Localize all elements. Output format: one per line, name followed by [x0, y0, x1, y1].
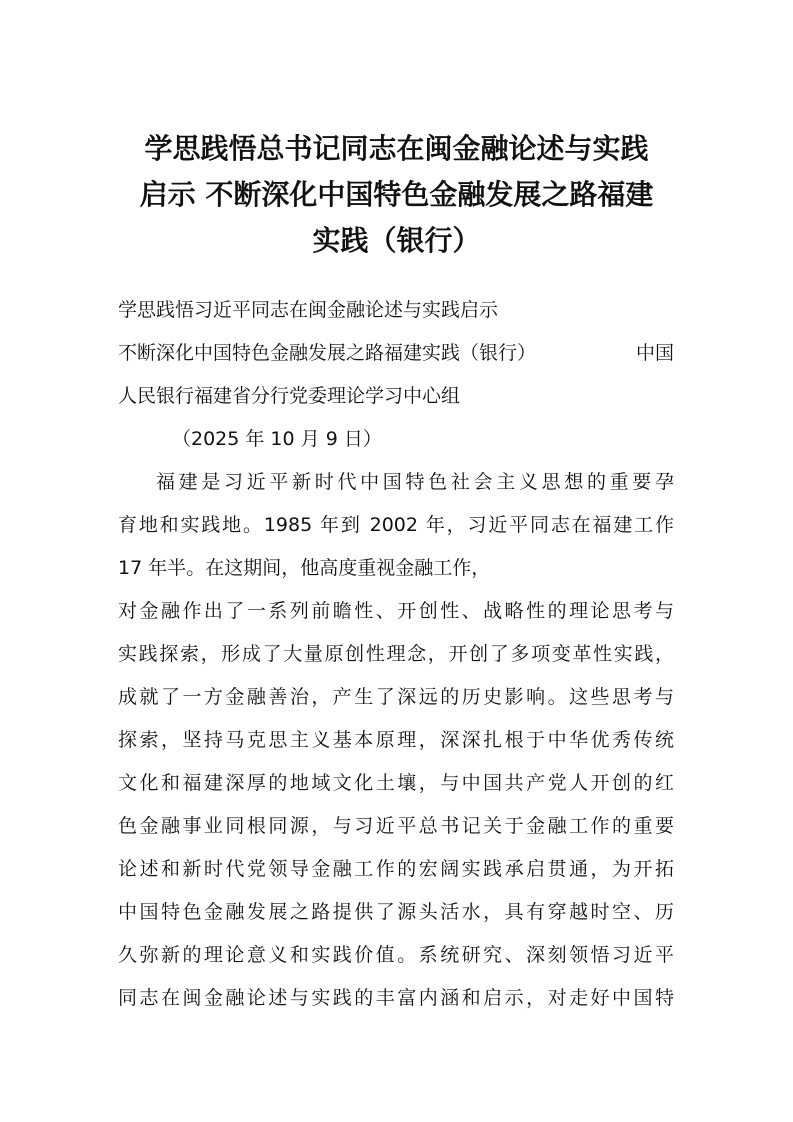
author-line: 人民银行福建省分行党委理论学习中心组 [118, 385, 461, 407]
paragraph-line: 成就了一方金融善治，产生了深远的历史影响。这些思考与 [118, 686, 674, 708]
paragraph-line: 实践探索，形成了大量原创性理念，开创了多项变革性实践， [118, 643, 674, 665]
title-line: 启示 不断深化中国特色金融发展之路福建 [139, 178, 654, 211]
document-body [118, 289, 674, 1020]
paragraph-line: 同志在闽金融论述与实践的丰富内涵和启示，对走好中国特 [118, 987, 674, 1009]
document-title [110, 126, 683, 264]
paragraph-line: 探索，坚持马克思主义基本原理，深深扎根于中华优秀传统 [118, 729, 674, 751]
title-line: 学思践悟总书记同志在闽金融论述与实践 [144, 132, 649, 165]
paragraph-line: 色金融事业同根同源，与习近平总书记关于金融工作的重要 [118, 815, 674, 837]
paragraph-line: 福建是习近平新时代中国特色社会主义思想的重要孕 [156, 471, 674, 493]
paragraph-line: 论述和新时代党领导金融工作的宏阔实践承启贯通，为开拓 [118, 858, 674, 880]
subtitle-text: 不断深化中国特色金融发展之路福建实践（银行） [118, 342, 537, 364]
paragraph-line: 对金融作出了一系列前瞻性、开创性、战略性的理论思考与 [118, 600, 674, 622]
subtitle-line [118, 332, 674, 375]
author-text-start: 中国 [635, 342, 674, 364]
title-line: 实践（银行） [312, 224, 481, 257]
date-line: （2025 年 10 月 9 日） [172, 428, 382, 450]
paragraph-line: 中国特色金融发展之路提供了源头活水，具有穿越时空、历 [118, 901, 674, 923]
paragraph-line: 17 年半。在这期间，他高度重视金融工作， [118, 557, 491, 579]
subtitle-line: 学思践悟习近平同志在闽金融论述与实践启示 [118, 299, 499, 321]
paragraph-line: 文化和福建深厚的地域文化土壤，与中国共产党人开创的红 [118, 772, 674, 794]
paragraph-line: 久弥新的理论意义和实践价值。系统研究、深刻领悟习近平 [118, 944, 674, 966]
paragraph-line: 育地和实践地。1985 年到 2002 年，习近平同志在福建工作 [118, 514, 674, 536]
